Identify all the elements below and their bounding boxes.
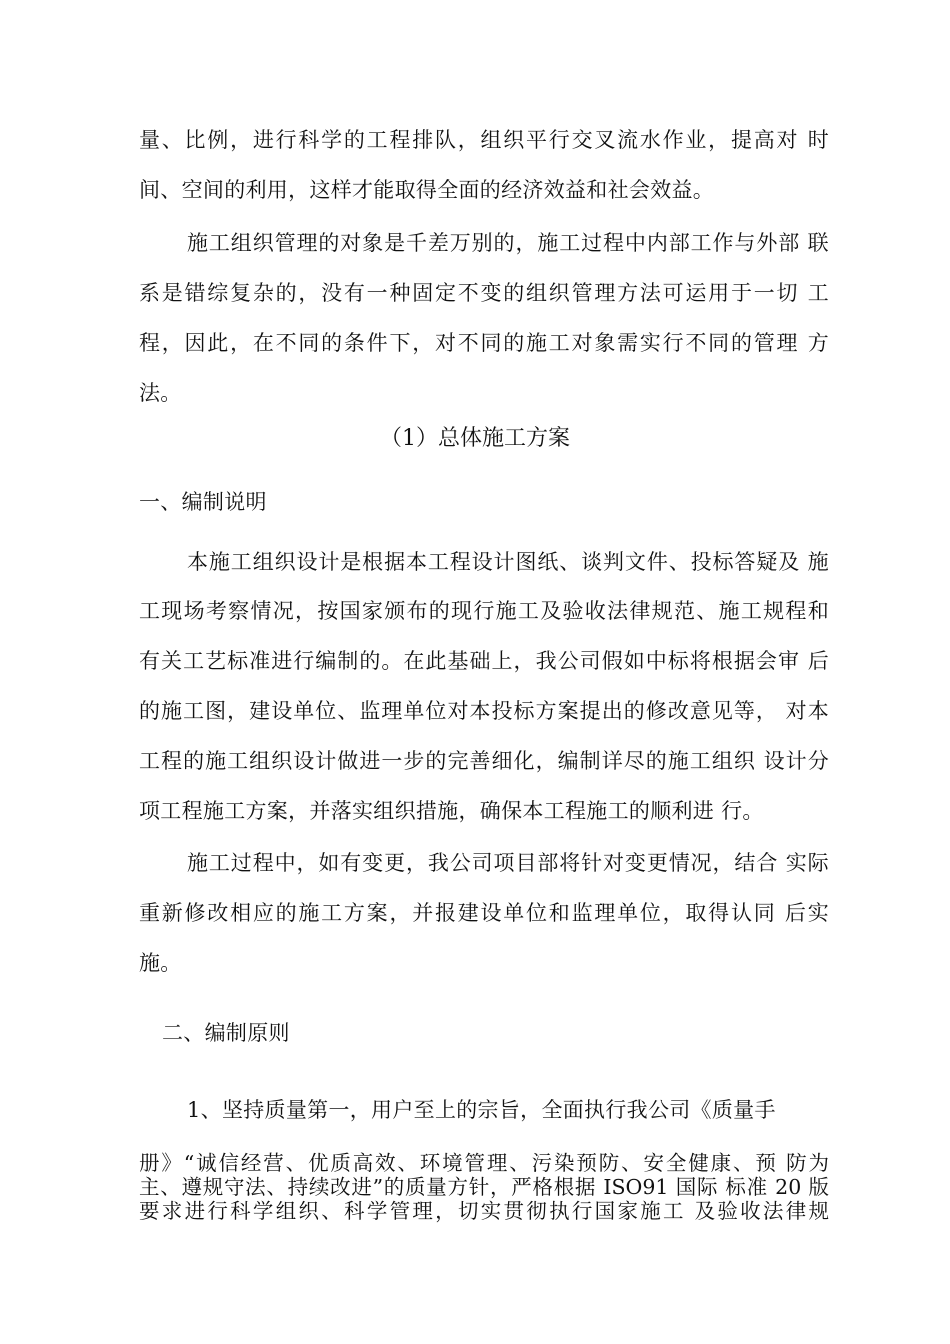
paragraph-line: 本施工组织设计是根据本工程设计图纸、谈判文件、投标答疑及 施 (187, 550, 829, 574)
paragraph-line: 系是错综复杂的，没有一种固定不变的组织管理方法可运用于一切 工 (139, 281, 829, 305)
paragraph-line: 册》“诚信经营、优质高效、环境管理、污染预防、安全健康、预 防为 (139, 1151, 829, 1175)
paragraph-line: 施工过程中，如有变更，我公司项目部将针对变更情况，结合 实际 (187, 851, 829, 875)
paragraph-line: 1、坚持质量第一，用户至上的宗旨，全面执行我公司《质量手 (187, 1098, 776, 1122)
paragraph-line: 间、空间的利用，这样才能取得全面的经济效益和社会效益。 (139, 178, 715, 202)
heading-compile-principles: 二、编制原则 (162, 1021, 290, 1045)
paragraph-line: 有关工艺标准进行编制的。在此基础上，我公司假如中标将根据会审 后 (139, 649, 829, 673)
paragraph-line: 法。 (139, 381, 182, 405)
paragraph-line: 程，因此，在不同的条件下，对不同的施工对象需实行不同的管理 方 (139, 331, 829, 355)
paragraph-line: 的施工图，建设单位、监理单位对本投标方案提出的修改意见等， 对本 (139, 699, 829, 723)
paragraph-line: 主、遵规守法、持续改进”的质量方针，严格根据 ISO91 国际 标准 20 版 (139, 1175, 829, 1199)
paragraph-line: 要求进行科学组织、科学管理，切实贯彻执行国家施工 及验收法律规 (139, 1199, 829, 1223)
paragraph-line: 重新修改相应的施工方案，并报建设单位和监理单位，取得认同 后实 (139, 901, 829, 925)
paragraph-line: 工程的施工组织设计做进一步的完善细化，编制详尽的施工组织 设计分 (139, 749, 829, 773)
section-title: （1）总体施工方案 (380, 426, 570, 451)
heading-compile-notes: 一、编制说明 (139, 490, 267, 514)
paragraph-line: 施工组织管理的对象是千差万别的，施工过程中内部工作与外部 联 (187, 231, 829, 255)
paragraph-line: 施。 (139, 951, 182, 975)
paragraph-line: 项工程施工方案，并落实组织措施，确保本工程施工的顺利进 行。 (139, 799, 764, 823)
paragraph-line: 工现场考察情况，按国家颁布的现行施工及验收法律规范、施工规程和 (139, 599, 829, 623)
paragraph-line: 量、比例，进行科学的工程排队，组织平行交叉流水作业，提高对 时 (139, 128, 829, 152)
